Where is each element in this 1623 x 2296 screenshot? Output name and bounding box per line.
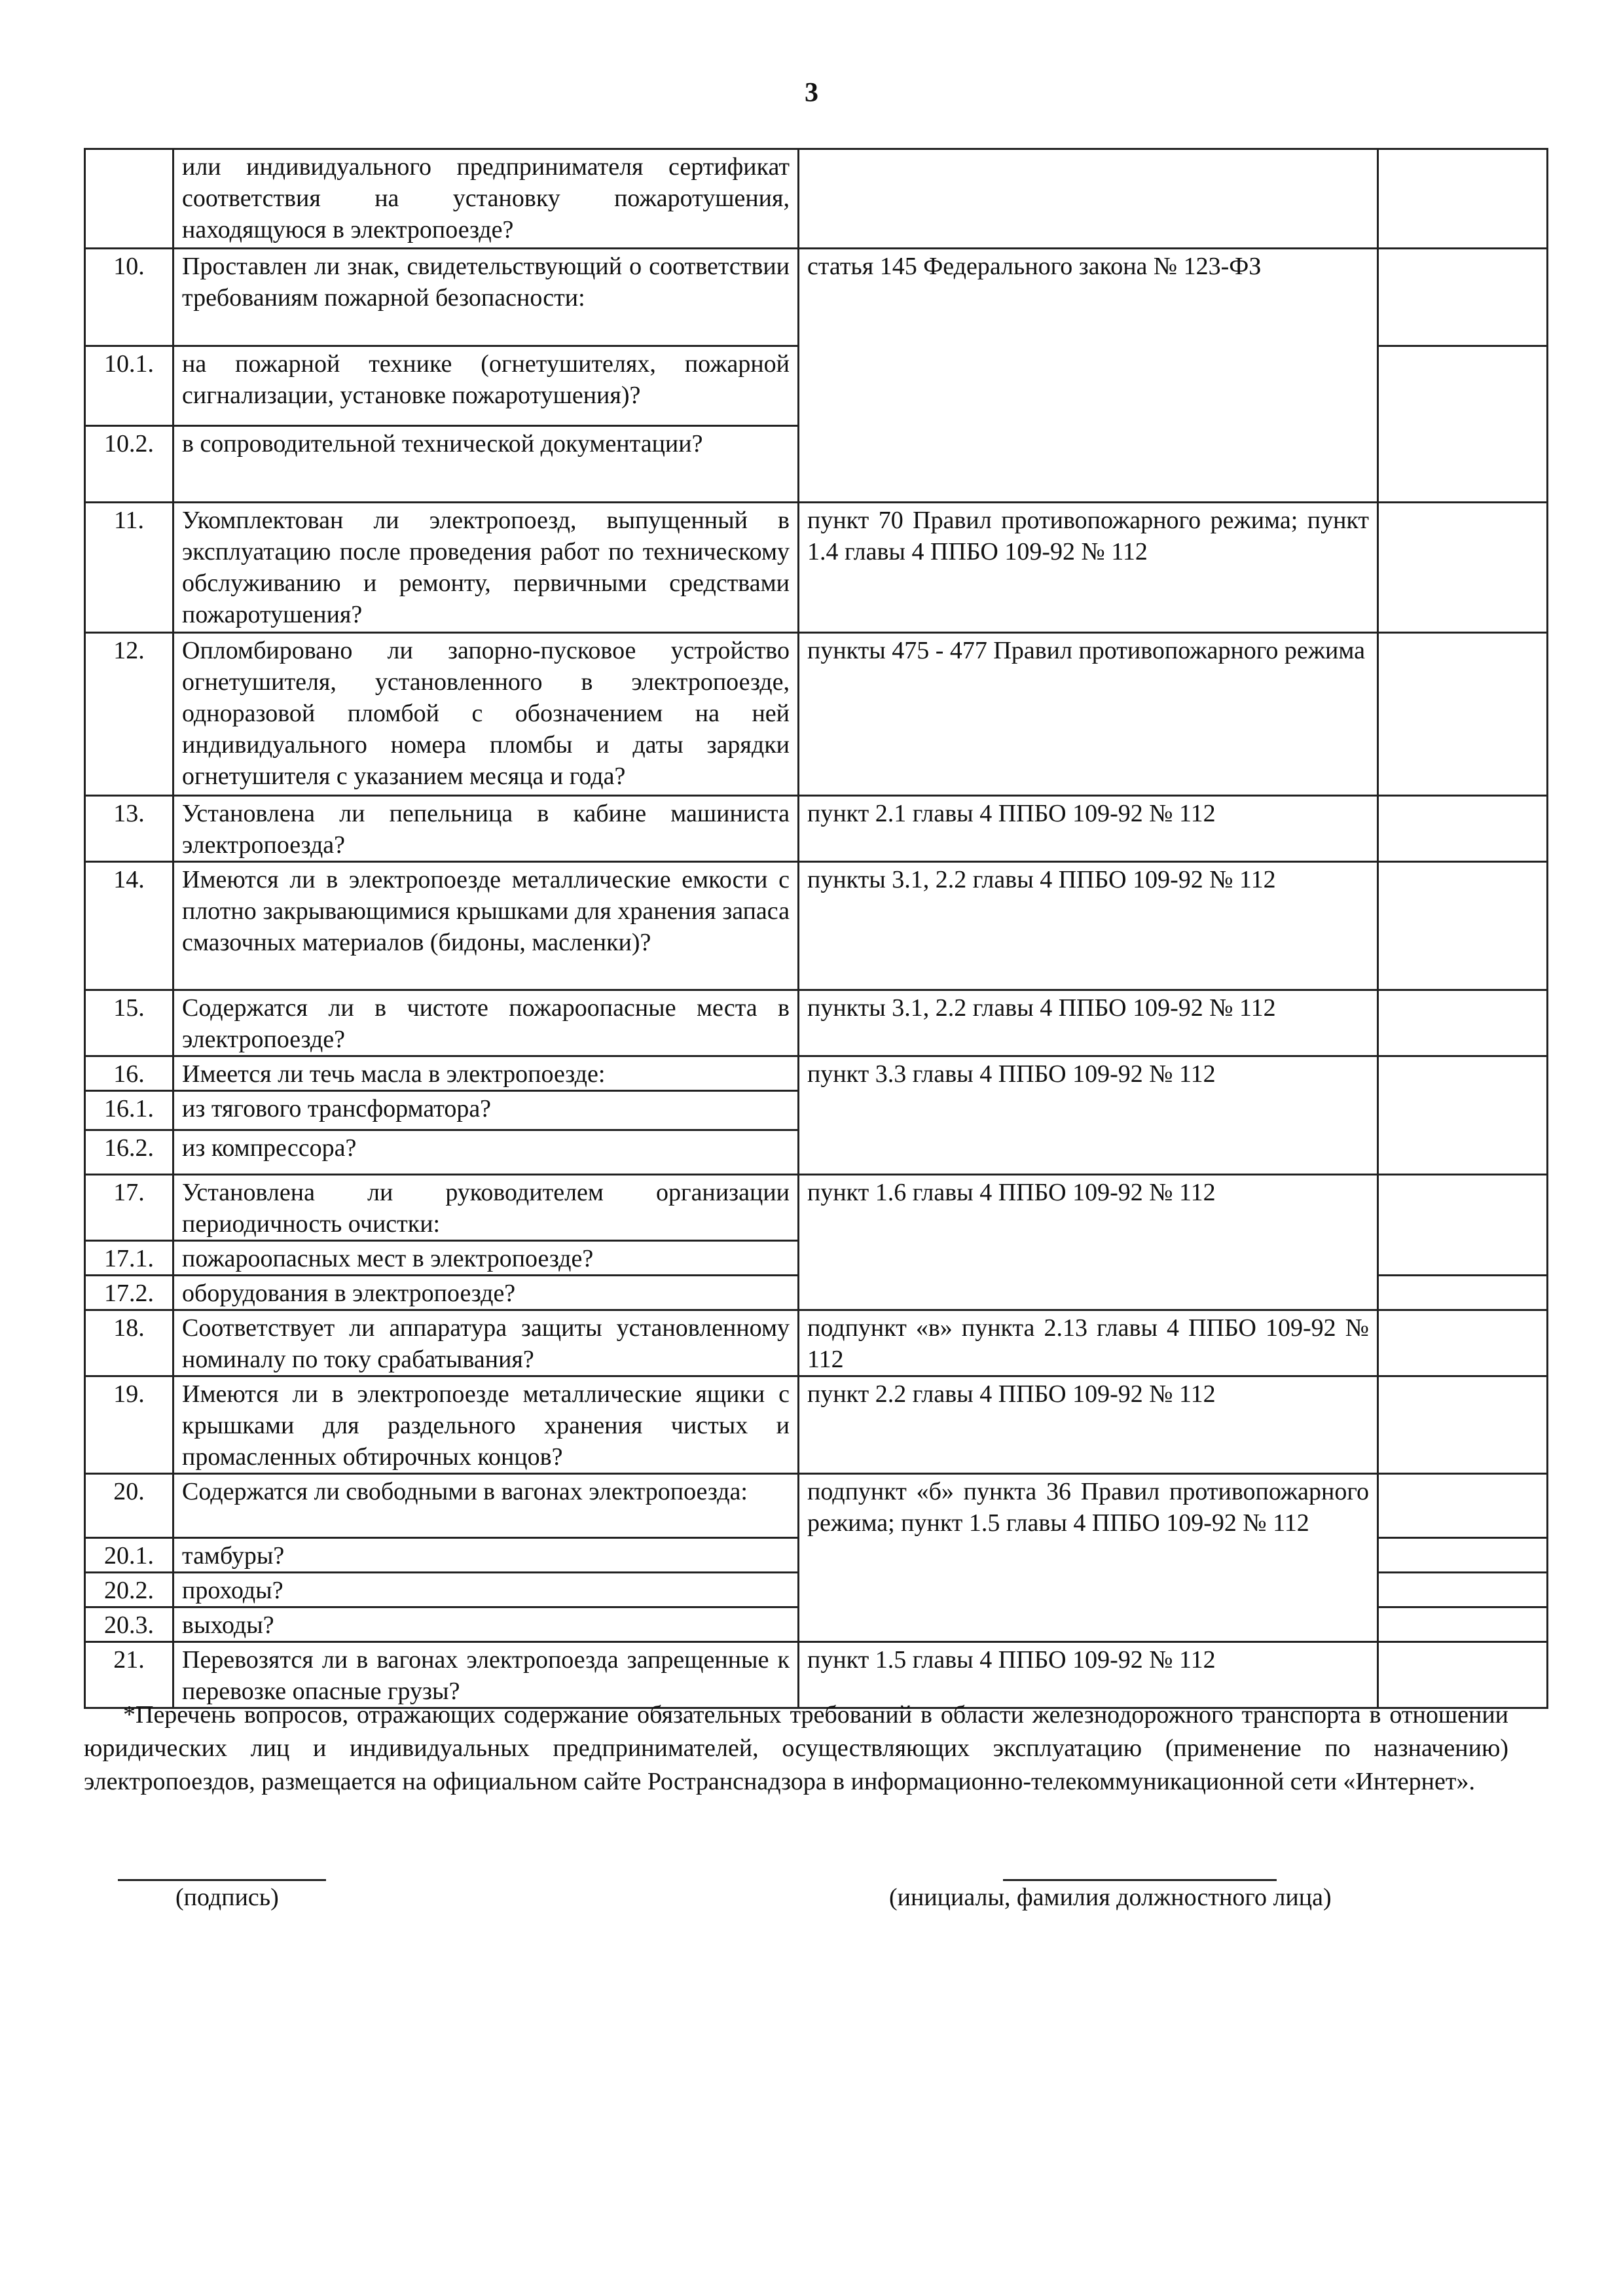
table-row <box>85 1056 1548 1091</box>
row-number: 19. <box>85 1376 173 1474</box>
row-number: 12. <box>85 633 173 796</box>
row-reference: пункт 2.1 главы 4 ППБО 109-92 № 112 <box>799 796 1378 862</box>
row-answer-cell <box>1378 1573 1548 1607</box>
row-answer-cell <box>1378 1538 1548 1573</box>
row-question: из тягового трансформатора? <box>173 1091 799 1130</box>
row-question: Соответствует ли аппаратура защиты установленному номиналу по току срабатывания? <box>173 1310 799 1376</box>
row-answer-cell <box>1378 1056 1548 1175</box>
row-number: 16. <box>85 1056 173 1091</box>
table-row <box>85 990 1548 1056</box>
row-question: Имеются ли в электропоезде металлические емкости с плотно закрывающимися крышками для хранения запаса смазочных материалов (бидоны, масленки)? <box>173 862 799 990</box>
row-reference: пункт 3.3 главы 4 ППБО 109-92 № 112 <box>799 1056 1378 1175</box>
row-number: 17. <box>85 1175 173 1241</box>
row-reference: подпункт «б» пункта 36 Правил противопожарного режима; пункт 1.5 главы 4 ППБО 109-92 № 112 <box>799 1474 1378 1642</box>
checklist-table <box>84 148 1548 1709</box>
row-reference: пункт 70 Правил противопожарного режима; пункт 1.4 главы 4 ППБО 109-92 № 112 <box>799 503 1378 633</box>
row-answer-cell <box>1378 346 1548 503</box>
row-number: 11. <box>85 503 173 633</box>
row-question: на пожарной технике (огнетушителях, пожарной сигнализации, установке пожаротушения)? <box>173 346 799 426</box>
row-number: 10.2. <box>85 426 173 503</box>
row-question: Имеются ли в электропоезде металлические ящики с крышками для раздельного хранения чистых и промасленных обтирочных концов? <box>173 1376 799 1474</box>
row-answer-cell <box>1378 249 1548 346</box>
table-row <box>85 1376 1548 1474</box>
row-question: Укомплектован ли электропоезд, выпущенный в эксплуатацию после проведения работ по техническому обслуживанию и ремонту, первичными средствами пожаротушения? <box>173 503 799 633</box>
row-number <box>85 149 173 249</box>
row-number: 10.1. <box>85 346 173 426</box>
signature-label: (подпись) <box>175 1884 279 1911</box>
footnote: *Перечень вопросов, отражающих содержание обязательных требований в области железнодорожного транспорта в отношении юридических лиц и индивидуальных предпринимателей, осуществляющих эксплуатацию (применение по назначению) электропоездов, размещается на официальном сайте Ространснадзора в информационно-телекоммуникационной сети «Интернет». <box>84 1701 1508 1795</box>
row-question: или индивидуального предпринимателя сертификат соответствия на установку пожаротушения, находящуюся в электропоезде? <box>173 149 799 249</box>
row-answer-cell <box>1378 990 1548 1056</box>
table-row <box>85 249 1548 346</box>
row-answer-cell <box>1378 503 1548 633</box>
row-question: пожароопасных мест в электропоезде? <box>173 1241 799 1276</box>
row-question: Проставлен ли знак, свидетельствующий о соответствии требованиям пожарной безопасности: <box>173 249 799 346</box>
row-question: выходы? <box>173 1607 799 1642</box>
name-label: (инициалы, фамилия должностного лица) <box>889 1884 1332 1911</box>
row-question: Установлена ли пепельница в кабине машиниста электропоезда? <box>173 796 799 862</box>
row-number: 15. <box>85 990 173 1056</box>
row-reference: пункты 475 - 477 Правил противопожарного режима <box>799 633 1378 796</box>
row-question: Содержатся ли свободными в вагонах электропоезда: <box>173 1474 799 1538</box>
row-answer-cell <box>1378 796 1548 862</box>
row-question: из компрессора? <box>173 1130 799 1175</box>
row-reference <box>799 149 1378 249</box>
row-question: Установлена ли руководителем организации периодичность очистки: <box>173 1175 799 1241</box>
table-row <box>85 1175 1548 1241</box>
row-number: 17.2. <box>85 1276 173 1310</box>
row-number: 20.3. <box>85 1607 173 1642</box>
row-answer-cell <box>1378 1276 1548 1310</box>
row-answer-cell <box>1378 633 1548 796</box>
row-number: 20. <box>85 1474 173 1538</box>
row-question: Перевозятся ли в вагонах электропоезда запрещенные к перевозке опасные грузы? <box>173 1642 799 1708</box>
row-answer-cell <box>1378 1376 1548 1474</box>
row-reference: пункты 3.1, 2.2 главы 4 ППБО 109-92 № 112 <box>799 862 1378 990</box>
row-answer-cell <box>1378 149 1548 249</box>
row-reference: пункт 1.6 главы 4 ППБО 109-92 № 112 <box>799 1175 1378 1310</box>
name-line <box>1003 1879 1277 1881</box>
row-answer-cell <box>1378 1474 1548 1538</box>
row-reference: статья 145 Федерального закона № 123-ФЗ <box>799 249 1378 503</box>
row-reference: пункты 3.1, 2.2 главы 4 ППБО 109-92 № 112 <box>799 990 1378 1056</box>
table-row <box>85 149 1548 249</box>
row-question: Содержатся ли в чистоте пожароопасные места в электропоезде? <box>173 990 799 1056</box>
row-answer-cell <box>1378 1175 1548 1276</box>
table-row <box>85 1310 1548 1376</box>
row-answer-cell <box>1378 862 1548 990</box>
row-reference: пункт 2.2 главы 4 ППБО 109-92 № 112 <box>799 1376 1378 1474</box>
row-number: 18. <box>85 1310 173 1376</box>
signature-line <box>118 1879 326 1881</box>
table-row <box>85 1474 1548 1538</box>
table-row <box>85 862 1548 990</box>
row-number: 20.2. <box>85 1573 173 1607</box>
row-answer-cell <box>1378 1607 1548 1642</box>
table-row <box>85 503 1548 633</box>
row-number: 21. <box>85 1642 173 1708</box>
row-number: 14. <box>85 862 173 990</box>
row-number: 16.2. <box>85 1130 173 1175</box>
row-number: 16.1. <box>85 1091 173 1130</box>
row-number: 17.1. <box>85 1241 173 1276</box>
row-question: проходы? <box>173 1573 799 1607</box>
row-question: тамбуры? <box>173 1538 799 1573</box>
page-number: 3 <box>805 78 818 108</box>
row-question: Опломбировано ли запорно-пусковое устройство огнетушителя, установленного в электропоезде, одноразовой пломбой с обозначением на ней индивидуального номера пломбы и даты зарядки огнетушителя с указанием месяца и года? <box>173 633 799 796</box>
row-question: оборудования в электропоезде? <box>173 1276 799 1310</box>
row-number: 10. <box>85 249 173 346</box>
row-question: в сопроводительной технической документации? <box>173 426 799 503</box>
row-number: 20.1. <box>85 1538 173 1573</box>
table-row <box>85 796 1548 862</box>
row-question: Имеется ли течь масла в электропоезде: <box>173 1056 799 1091</box>
table-row <box>85 633 1548 796</box>
row-number: 13. <box>85 796 173 862</box>
row-reference: подпункт «в» пункта 2.13 главы 4 ППБО 109-92 № 112 <box>799 1310 1378 1376</box>
row-answer-cell <box>1378 1310 1548 1376</box>
row-reference: пункт 1.5 главы 4 ППБО 109-92 № 112 <box>799 1642 1378 1708</box>
